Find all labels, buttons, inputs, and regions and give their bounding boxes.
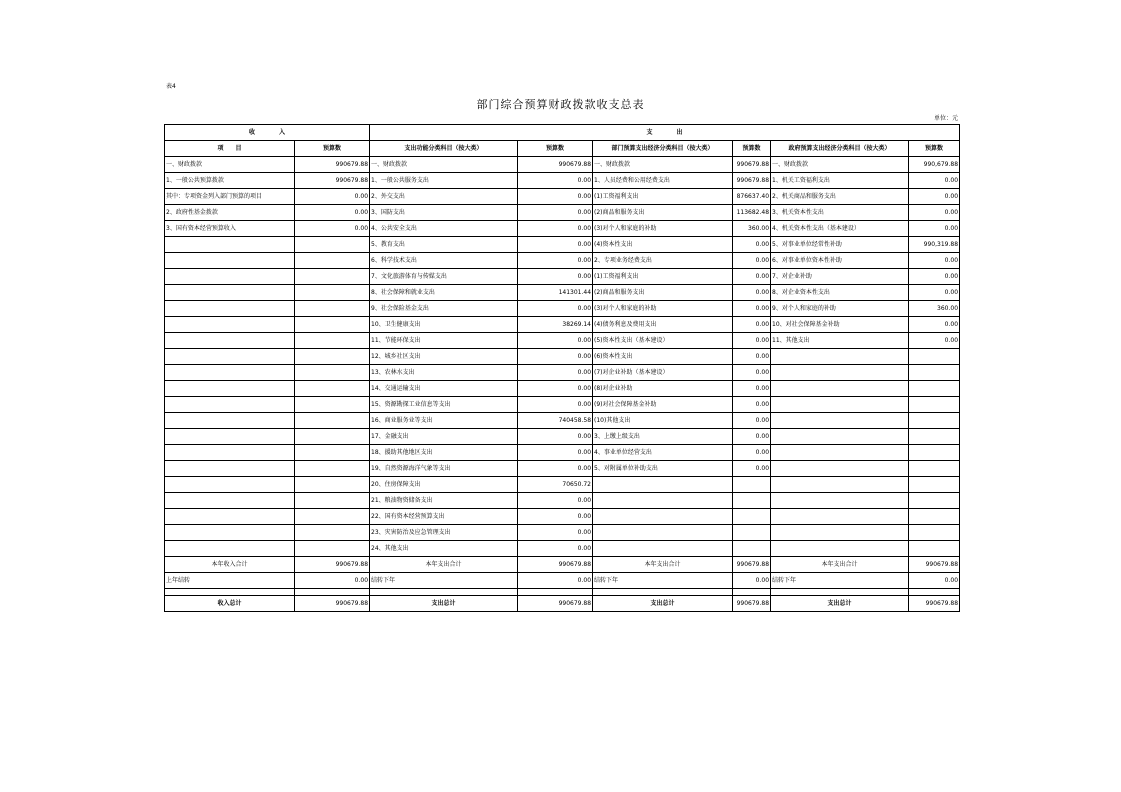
amount-cell: 0.00 (909, 573, 960, 589)
amount-cell: 0.00 (518, 237, 593, 253)
total-row (165, 596, 960, 612)
item-cell: 13、农林水支出 (370, 365, 518, 381)
empty-cell (909, 589, 960, 596)
table-row (165, 301, 960, 317)
amount-cell: 0.00 (518, 269, 593, 285)
amount-cell: 0.00 (733, 301, 771, 317)
amount-cell (909, 413, 960, 429)
item-cell: 1、人员经费和公用经费支出 (593, 173, 733, 189)
amount-cell: 0.00 (518, 429, 593, 445)
amount-cell: 0.00 (909, 285, 960, 301)
amount-cell: 0.00 (733, 253, 771, 269)
item-cell (771, 381, 909, 397)
amount-cell: 360.00 (909, 301, 960, 317)
amount-cell (909, 509, 960, 525)
item-cell (593, 525, 733, 541)
amount-cell: 990679.88 (518, 596, 593, 612)
item-cell: 支出总计 (771, 596, 909, 612)
item-cell: 1、机关工资福利支出 (771, 173, 909, 189)
item-cell: 支出总计 (370, 596, 518, 612)
amount-cell: 0.00 (518, 541, 593, 557)
item-cell: 11、其他支出 (771, 333, 909, 349)
item-cell (165, 477, 295, 493)
amount-cell (733, 493, 771, 509)
item-cell (165, 253, 295, 269)
amount-cell: 0.00 (733, 573, 771, 589)
item-cell: 22、国有资本经营预算支出 (370, 509, 518, 525)
amount-cell: 990679.88 (295, 173, 370, 189)
amount-cell: 38269.14 (518, 317, 593, 333)
item-cell: 2、外交支出 (370, 189, 518, 205)
amount-cell: 0.00 (733, 317, 771, 333)
empty-cell (771, 589, 909, 596)
item-cell (771, 461, 909, 477)
amount-cell: 70650.72 (518, 477, 593, 493)
amount-cell: 990679.88 (295, 557, 370, 573)
empty-cell (295, 589, 370, 596)
column-header: 政府预算支出经济分类科目（按大类） (771, 141, 909, 157)
amount-cell: 0.00 (733, 461, 771, 477)
amount-cell (909, 461, 960, 477)
item-cell: 1、一般公共服务支出 (370, 173, 518, 189)
amount-cell (909, 525, 960, 541)
item-cell (165, 541, 295, 557)
item-cell (771, 349, 909, 365)
amount-cell: 990679.88 (295, 157, 370, 173)
amount-cell: 740458.58 (518, 413, 593, 429)
item-cell: (7)对企业补助（基本建设） (593, 365, 733, 381)
column-header: 支出功能分类科目（按大类） (370, 141, 518, 157)
item-cell: 5、教育支出 (370, 237, 518, 253)
amount-cell (909, 445, 960, 461)
item-cell (165, 509, 295, 525)
table-row (165, 317, 960, 333)
amount-cell (909, 381, 960, 397)
item-cell: 本年收入合计 (165, 557, 295, 573)
amount-cell: 0.00 (909, 317, 960, 333)
amount-cell: 990679.88 (733, 157, 771, 173)
item-cell: (4)债务利息及费用支出 (593, 317, 733, 333)
item-cell: 1、一般公共预算拨款 (165, 173, 295, 189)
budget-summary-table (164, 124, 960, 612)
item-cell: (1)工资福利支出 (593, 189, 733, 205)
amount-cell: 0.00 (733, 413, 771, 429)
item-cell (165, 285, 295, 301)
table-row (165, 253, 960, 269)
amount-cell: 0.00 (733, 237, 771, 253)
amount-cell (295, 429, 370, 445)
amount-cell: 0.00 (733, 285, 771, 301)
amount-cell (909, 429, 960, 445)
item-cell: 19、自然资源海洋气象等支出 (370, 461, 518, 477)
item-cell: 3、国防支出 (370, 205, 518, 221)
amount-cell: 990679.88 (295, 596, 370, 612)
item-cell (165, 269, 295, 285)
item-cell (165, 365, 295, 381)
table-row (165, 445, 960, 461)
amount-cell (909, 493, 960, 509)
table-row (165, 477, 960, 493)
amount-cell: 0.00 (295, 189, 370, 205)
column-header: 预算数 (518, 141, 593, 157)
amount-cell: 990679.88 (909, 596, 960, 612)
amount-cell (295, 301, 370, 317)
item-cell (165, 237, 295, 253)
item-cell (593, 477, 733, 493)
item-cell: 一、财政拨款 (165, 157, 295, 173)
item-cell (165, 301, 295, 317)
item-cell: 上年结转 (165, 573, 295, 589)
amount-cell (733, 509, 771, 525)
item-cell: 15、资源勘探工业信息等支出 (370, 397, 518, 413)
item-cell: 本年支出合计 (771, 557, 909, 573)
column-header: 预算数 (909, 141, 960, 157)
item-cell: 结转下年 (370, 573, 518, 589)
item-cell: 其中：专项资金列入部门预算的项目 (165, 189, 295, 205)
item-cell: 11、节能环保支出 (370, 333, 518, 349)
amount-cell: 0.00 (518, 301, 593, 317)
item-cell: 结转下年 (771, 573, 909, 589)
item-cell (771, 541, 909, 557)
table-row (165, 461, 960, 477)
item-cell: (3)对个人和家庭的补助 (593, 221, 733, 237)
item-cell (771, 365, 909, 381)
table-row (165, 525, 960, 541)
amount-cell (909, 349, 960, 365)
item-cell: (4)资本性支出 (593, 237, 733, 253)
item-cell (165, 413, 295, 429)
item-cell: 本年支出合计 (370, 557, 518, 573)
table-row (165, 285, 960, 301)
amount-cell: 990679.88 (518, 557, 593, 573)
carryover-row (165, 573, 960, 589)
amount-cell (295, 381, 370, 397)
table-number-label: 表4 (166, 83, 176, 90)
item-cell: 17、金融支出 (370, 429, 518, 445)
amount-cell (295, 477, 370, 493)
table-row (165, 173, 960, 189)
subtotal-row (165, 557, 960, 573)
item-cell: 8、对企业资本性支出 (771, 285, 909, 301)
item-cell (165, 333, 295, 349)
item-cell: (9)对社会保障基金补助 (593, 397, 733, 413)
table-row (165, 413, 960, 429)
item-cell: 本年支出合计 (593, 557, 733, 573)
item-cell: (6)资本性支出 (593, 349, 733, 365)
amount-cell: 990679.88 (909, 557, 960, 573)
amount-cell (295, 461, 370, 477)
item-cell: 21、粮油物资储备支出 (370, 493, 518, 509)
item-cell (165, 461, 295, 477)
amount-cell: 0.00 (518, 525, 593, 541)
amount-cell: 0.00 (733, 333, 771, 349)
item-cell: 4、事业单位经营支出 (593, 445, 733, 461)
amount-cell (295, 525, 370, 541)
amount-cell: 0.00 (518, 173, 593, 189)
amount-cell: 990,319.88 (909, 237, 960, 253)
amount-cell: 0.00 (733, 429, 771, 445)
amount-cell (295, 237, 370, 253)
amount-cell (295, 365, 370, 381)
item-cell: (5)资本性支出（基本建设） (593, 333, 733, 349)
table-row (165, 493, 960, 509)
amount-cell (295, 509, 370, 525)
item-cell: 3、上缴上级支出 (593, 429, 733, 445)
amount-cell: 0.00 (733, 397, 771, 413)
item-cell (165, 429, 295, 445)
amount-cell (733, 525, 771, 541)
amount-cell (295, 317, 370, 333)
page-title: 部门综合预算财政拨款收支总表 (476, 98, 645, 111)
amount-cell (295, 349, 370, 365)
section-header-row (165, 125, 960, 141)
table-row (165, 189, 960, 205)
amount-cell (295, 445, 370, 461)
amount-cell: 0.00 (295, 205, 370, 221)
item-cell: (2)商品和服务支出 (593, 285, 733, 301)
unit-label: 单位：元 (933, 115, 958, 122)
amount-cell: 0.00 (518, 221, 593, 237)
amount-cell: 990679.88 (518, 157, 593, 173)
item-cell: 6、对事业单位资本性补助 (771, 253, 909, 269)
item-cell: 3、机关资本性支出 (771, 205, 909, 221)
amount-cell: 990679.88 (733, 596, 771, 612)
column-header-row (165, 141, 960, 157)
amount-cell (909, 397, 960, 413)
item-cell (165, 349, 295, 365)
table-row (165, 349, 960, 365)
amount-cell: 0.00 (909, 205, 960, 221)
table-row (165, 429, 960, 445)
amount-cell: 113682.48 (733, 205, 771, 221)
item-cell: (8)对企业补助 (593, 381, 733, 397)
amount-cell: 0.00 (733, 269, 771, 285)
amount-cell: 0.00 (518, 253, 593, 269)
spacer-row (165, 589, 960, 596)
item-cell: 12、城乡社区支出 (370, 349, 518, 365)
amount-cell: 0.00 (518, 365, 593, 381)
amount-cell: 0.00 (518, 573, 593, 589)
item-cell (771, 493, 909, 509)
amount-cell: 0.00 (295, 573, 370, 589)
item-cell: 一、财政拨款 (771, 157, 909, 173)
table-row (165, 237, 960, 253)
amount-cell: 0.00 (518, 333, 593, 349)
item-cell (593, 509, 733, 525)
item-cell: 10、卫生健康支出 (370, 317, 518, 333)
column-header: 预算数 (733, 141, 771, 157)
column-header: 项 目 (165, 141, 295, 157)
amount-cell (295, 541, 370, 557)
amount-cell: 0.00 (518, 445, 593, 461)
amount-cell: 876637.40 (733, 189, 771, 205)
amount-cell: 0.00 (909, 221, 960, 237)
table-row (165, 381, 960, 397)
item-cell: 14、交通运输支出 (370, 381, 518, 397)
item-cell: 6、科学技术支出 (370, 253, 518, 269)
amount-cell (295, 333, 370, 349)
item-cell: 7、文化旅游体育与传媒支出 (370, 269, 518, 285)
item-cell: 2、机关商品和服务支出 (771, 189, 909, 205)
empty-cell (518, 589, 593, 596)
expense-header: 支 出 (370, 125, 960, 141)
item-cell: 3、国有资本经营预算收入 (165, 221, 295, 237)
item-cell: 5、对事业单位经常性补助 (771, 237, 909, 253)
amount-cell (909, 477, 960, 493)
item-cell: 9、社会保险基金支出 (370, 301, 518, 317)
table-row (165, 269, 960, 285)
table-row (165, 397, 960, 413)
item-cell (771, 509, 909, 525)
item-cell (165, 317, 295, 333)
item-cell (771, 429, 909, 445)
item-cell: 24、其他支出 (370, 541, 518, 557)
table-row (165, 205, 960, 221)
amount-cell: 0.00 (909, 173, 960, 189)
item-cell (593, 541, 733, 557)
item-cell (165, 525, 295, 541)
item-cell: 16、商业服务业等支出 (370, 413, 518, 429)
amount-cell (909, 541, 960, 557)
amount-cell (295, 269, 370, 285)
item-cell (165, 445, 295, 461)
item-cell (771, 477, 909, 493)
amount-cell: 0.00 (733, 381, 771, 397)
amount-cell (909, 365, 960, 381)
item-cell (165, 397, 295, 413)
amount-cell: 0.00 (518, 493, 593, 509)
empty-cell (370, 589, 518, 596)
item-cell: 23、灾害防治及应急管理支出 (370, 525, 518, 541)
amount-cell: 0.00 (909, 333, 960, 349)
item-cell: 收入总计 (165, 596, 295, 612)
amount-cell: 0.00 (909, 253, 960, 269)
amount-cell (295, 397, 370, 413)
amount-cell (733, 477, 771, 493)
item-cell: 9、对个人和家庭的补助 (771, 301, 909, 317)
amount-cell (295, 493, 370, 509)
item-cell (165, 493, 295, 509)
amount-cell: 0.00 (295, 221, 370, 237)
item-cell (771, 445, 909, 461)
item-cell: 18、援助其他地区支出 (370, 445, 518, 461)
item-cell: 8、社会保障和就业支出 (370, 285, 518, 301)
amount-cell (295, 413, 370, 429)
item-cell: 10、对社会保障基金补助 (771, 317, 909, 333)
amount-cell: 990679.88 (733, 557, 771, 573)
item-cell (165, 381, 295, 397)
item-cell: (1)工资福利支出 (593, 269, 733, 285)
item-cell (593, 493, 733, 509)
amount-cell: 0.00 (909, 189, 960, 205)
amount-cell (295, 253, 370, 269)
item-cell: 一、财政拨款 (593, 157, 733, 173)
income-header: 收 入 (165, 125, 370, 141)
amount-cell: 0.00 (518, 397, 593, 413)
amount-cell: 990679.88 (733, 173, 771, 189)
item-cell: 2、专项业务经费支出 (593, 253, 733, 269)
item-cell: 2、政府性基金拨款 (165, 205, 295, 221)
table-row (165, 157, 960, 173)
item-cell (771, 397, 909, 413)
empty-cell (733, 589, 771, 596)
table-row (165, 509, 960, 525)
table-row (165, 333, 960, 349)
amount-cell: 0.00 (518, 509, 593, 525)
amount-cell: 360.00 (733, 221, 771, 237)
table-row (165, 541, 960, 557)
amount-cell: 990,679.88 (909, 157, 960, 173)
amount-cell: 0.00 (909, 269, 960, 285)
item-cell: 结转下年 (593, 573, 733, 589)
amount-cell: 0.00 (518, 461, 593, 477)
item-cell (771, 413, 909, 429)
item-cell: 20、住房保障支出 (370, 477, 518, 493)
table-row (165, 221, 960, 237)
amount-cell: 0.00 (733, 365, 771, 381)
amount-cell: 141301.44 (518, 285, 593, 301)
item-cell: (10)其他支出 (593, 413, 733, 429)
item-cell: (2)商品和服务支出 (593, 205, 733, 221)
item-cell: 7、对企业补助 (771, 269, 909, 285)
amount-cell: 0.00 (733, 445, 771, 461)
column-header: 部门预算支出经济分类科目（按大类） (593, 141, 733, 157)
empty-cell (593, 589, 733, 596)
amount-cell (733, 541, 771, 557)
amount-cell: 0.00 (518, 381, 593, 397)
item-cell: 一、财政拨款 (370, 157, 518, 173)
item-cell: 4、机关资本性支出（基本建设） (771, 221, 909, 237)
amount-cell: 0.00 (733, 349, 771, 365)
amount-cell: 0.00 (518, 189, 593, 205)
table-row (165, 365, 960, 381)
column-header: 预算数 (295, 141, 370, 157)
item-cell (771, 525, 909, 541)
item-cell: 支出总计 (593, 596, 733, 612)
item-cell: 4、公共安全支出 (370, 221, 518, 237)
empty-cell (165, 589, 295, 596)
item-cell: (3)对个人和家庭的补助 (593, 301, 733, 317)
amount-cell: 0.00 (518, 205, 593, 221)
amount-cell (295, 285, 370, 301)
item-cell: 5、对附属单位补助支出 (593, 461, 733, 477)
amount-cell: 0.00 (518, 349, 593, 365)
